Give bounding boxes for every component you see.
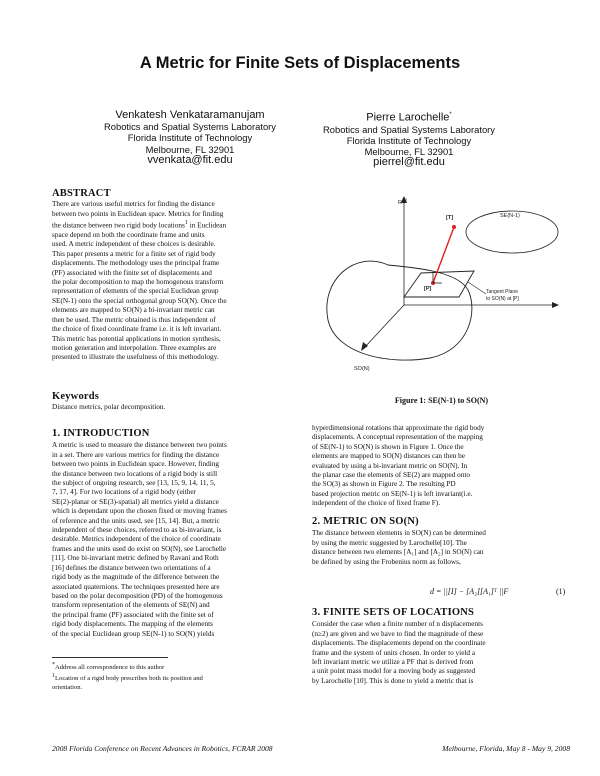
text-line: by using the metric suggested by Larochelle[10]. The: [312, 538, 467, 547]
text-line: of the special Euclidean group SE(N-1) to SO(N) yields: [52, 629, 215, 638]
keywords-heading: Keywords: [52, 391, 100, 402]
text-line: independent of the choice of fixed frame F).: [312, 499, 441, 508]
axis-arrow-right: [552, 302, 559, 308]
author-block-2: [289, 110, 529, 169]
author-name: Venkatesh Venkataramanujam: [115, 109, 265, 121]
author-city: Melbourne, FL 32901: [364, 146, 454, 158]
text-line: distance between two elements [A₁] and [A₂] in SO(N) can: [312, 548, 484, 557]
text-line: The distance between elements in SO(N) can be determined: [312, 529, 486, 538]
text-line: in a set. There are various metrics for finding the distance: [52, 450, 220, 459]
text-line: based on the polar decomposition (PD) of the homogenous: [52, 591, 223, 600]
author-lab: Robotics and Spatial Systems Laboratory: [104, 121, 276, 133]
author-city: Melbourne, FL 32901: [145, 143, 235, 155]
text-line: between two points in Euclidean space. However, finding: [52, 460, 220, 469]
text-line: by Larochelle [10]. This is done to yield a metric that is: [312, 676, 474, 685]
text-line: the choice of fixed coordinate frame i.e. it is left invariant.: [52, 325, 222, 334]
text-line: be defined by using the Frobenius norm as follows,: [312, 557, 461, 566]
label-t: [T]: [446, 215, 454, 221]
equation-number: (1): [556, 587, 566, 596]
text-line: rigid body as the magnitude of the difference between the: [52, 573, 220, 582]
author-name: Pierre Larochelle: [366, 111, 450, 124]
text-line: desirable. Metrics independent of the choice of coordinate: [52, 535, 221, 544]
section-2: [312, 517, 571, 567]
author-block-1: [70, 110, 310, 166]
intro-section: [52, 429, 311, 639]
correspondence-mark: *: [449, 112, 452, 118]
text-line: hyperdimensional rotations that approximate the rigid body: [312, 424, 485, 432]
label-so-n: SO(N): [354, 366, 370, 372]
text-line: a unit point mass model for a moving body as suggested: [312, 667, 476, 676]
text-line: left invariant metric we utilize a PF that is derived from: [312, 658, 474, 667]
text-line: the distance between two locations of a rigid body is still: [52, 469, 218, 478]
label-tangent-1: Tangent Plane: [486, 289, 518, 295]
label-rn2: $R^{N2}$: [398, 197, 408, 206]
text-line: This metric has potential applications in motion synthesis,: [52, 334, 221, 343]
text-line: There are various useful metrics for finding the distance: [52, 200, 215, 209]
text-line: 7, 17, 4]. For two locations of a rigid body (either: [52, 488, 196, 497]
text-line: the distance between two rigid body locations$^1$ in Euclidean: [52, 220, 227, 230]
text-line: based projection metric on SE(N-1) is left invariant(i.e.: [312, 489, 473, 498]
intro-heading: 1. INTRODUCTION: [52, 428, 150, 439]
text-line: SE(2)-planar or SE(3)-spatial) all metrics yield a distance: [52, 497, 219, 506]
text-line: Consider the case when a finite number of n displacements: [312, 620, 483, 629]
author-email: pierrel@fit.edu: [373, 156, 445, 169]
footnote: *Address all correspondence to this author: [52, 662, 165, 672]
text-line: [16] defines the distance between two orientations of a: [52, 563, 211, 572]
text-line: between two points in Euclidean space. Metrics for finding: [52, 209, 224, 218]
footnote: orientation.: [52, 683, 83, 691]
author-email: vvenkata@fit.edu: [147, 153, 233, 166]
section-3-heading: 3. FINITE SETS OF LOCATIONS: [312, 607, 475, 618]
text-line: motion generation and interpolation. Three examples are: [52, 343, 217, 352]
text-line: elements are mapped to SO(N) distances can then be: [312, 452, 466, 461]
text-line: used. A metric independent of these choices is desirable.: [52, 240, 216, 249]
label-se-n1: SE(N-1): [500, 213, 520, 219]
text-line: the polar decomposition to map the homogenous transform: [52, 278, 224, 287]
label-p: [P]: [424, 286, 432, 292]
abstract-heading: ABSTRACT: [52, 188, 111, 199]
text-line: presented to illustrate the usefulness of this methodology.: [52, 353, 219, 362]
paper-title: A Metric for Finite Sets of Displacements: [139, 54, 461, 72]
footer-conference: 2008 Florida Conference on Recent Advances in Robotics, FCRAR 2008: [52, 744, 273, 753]
text-line: evaluated by using a bi-invariant metric on SO(N). In: [312, 461, 468, 470]
axis-diagonal: [364, 305, 404, 348]
figure-1-diagram: [300, 190, 570, 395]
text-line: space depend on both the coordinate frame and units: [52, 231, 205, 240]
abstract-section: [52, 189, 311, 363]
text-line: This paper presents a metric for a finite set of rigid body: [52, 249, 216, 258]
text-line: [11]. One bi-invariant metric defined by Ravani and Roth: [52, 554, 219, 563]
text-line: which is dependant upon the chosen fixed or moving frames: [52, 507, 227, 516]
text-line: of SE(N-1) to SO(N) is shown in Figure 1. Once the: [312, 442, 464, 451]
text-line: the principal frame (PF) associated with the finite set of: [52, 610, 214, 619]
text-line: representation of elements of the special Euclidean group: [52, 287, 219, 296]
text-line: the SO(3) as shown in Figure 2. The resulting PD: [312, 480, 456, 489]
footnote-rule: [52, 657, 168, 658]
section-3: [312, 608, 571, 686]
figure-caption: Figure 1: SE(N-1) to SO(N): [394, 396, 489, 405]
text-line: then be used. The metric obtained is thus independent of: [52, 315, 216, 324]
author-institute: Florida Institute of Technology: [127, 132, 253, 144]
text-line: SE(N-1) onto the special orthogonal group SO(N). Once the: [52, 296, 227, 305]
text-line: (PF) associated with the finite set of displacements and: [52, 268, 212, 277]
projection-line: [433, 227, 454, 283]
keywords-text: Distance metrics, polar decomposition.: [52, 403, 166, 412]
footnotes: [52, 661, 311, 692]
section-2-heading: 2. METRIC ON SO(N): [312, 516, 419, 527]
text-line: A metric is used to measure the distance between two points: [52, 441, 227, 450]
author-lab: Robotics and Spatial Systems Laboratory: [323, 123, 495, 135]
tangent-leader: [468, 282, 486, 294]
footnote: 1Location of a rigid body prescribes both its position and: [52, 673, 203, 683]
text-line: displacements. The displacements depend on the coordinate: [312, 639, 486, 648]
label-tangent-2: to SO(N) at [P]: [486, 296, 519, 302]
text-line: the subject of ongoing research, see [13, 15, 9, 14, 11, 5,: [52, 479, 216, 488]
text-line: displacements. The methodology uses the principal frame: [52, 259, 220, 268]
footer-location-date: Melbourne, Florida, May 8 - May 9, 2008: [442, 744, 570, 753]
text-line: frame and the system of units chosen. In order to yield a: [312, 648, 476, 657]
text-line: frames and the units used do exist on SO(N), see Larochelle: [52, 544, 227, 553]
so-n-surface: [327, 261, 472, 360]
equation-1: d = ||[I] − [A₂][A₁]ᵀ ||F: [430, 587, 509, 596]
text-line: of reference and the units used, see [15, 14]. But, a metric: [52, 516, 220, 525]
text-line: associated quaternions. The techniques presented here are: [52, 582, 220, 591]
text-line: elements are mapped to SO(N) a bi-invariant metric can: [52, 306, 215, 315]
text-line: independent of these choices, referred to as bi-invariant, is: [52, 526, 222, 535]
text-line: the planar case the elements of SE(2) are mapped onto: [312, 471, 471, 480]
text-line: rigid body displacements. The mapping of the elements: [52, 620, 213, 629]
keywords-section: [52, 392, 311, 413]
intro-continuation: [312, 424, 571, 509]
text-line: (n≥2) are given and we have to find the magnitude of these: [312, 629, 484, 638]
text-line: transform representation of the elements of SE(N) and: [52, 601, 210, 610]
author-institute: Florida Institute of Technology: [346, 135, 472, 147]
axis-arrow-down: [361, 342, 368, 351]
text-line: displacements. A conceptual representation of the mapping: [312, 433, 483, 442]
point-t: [452, 225, 456, 229]
